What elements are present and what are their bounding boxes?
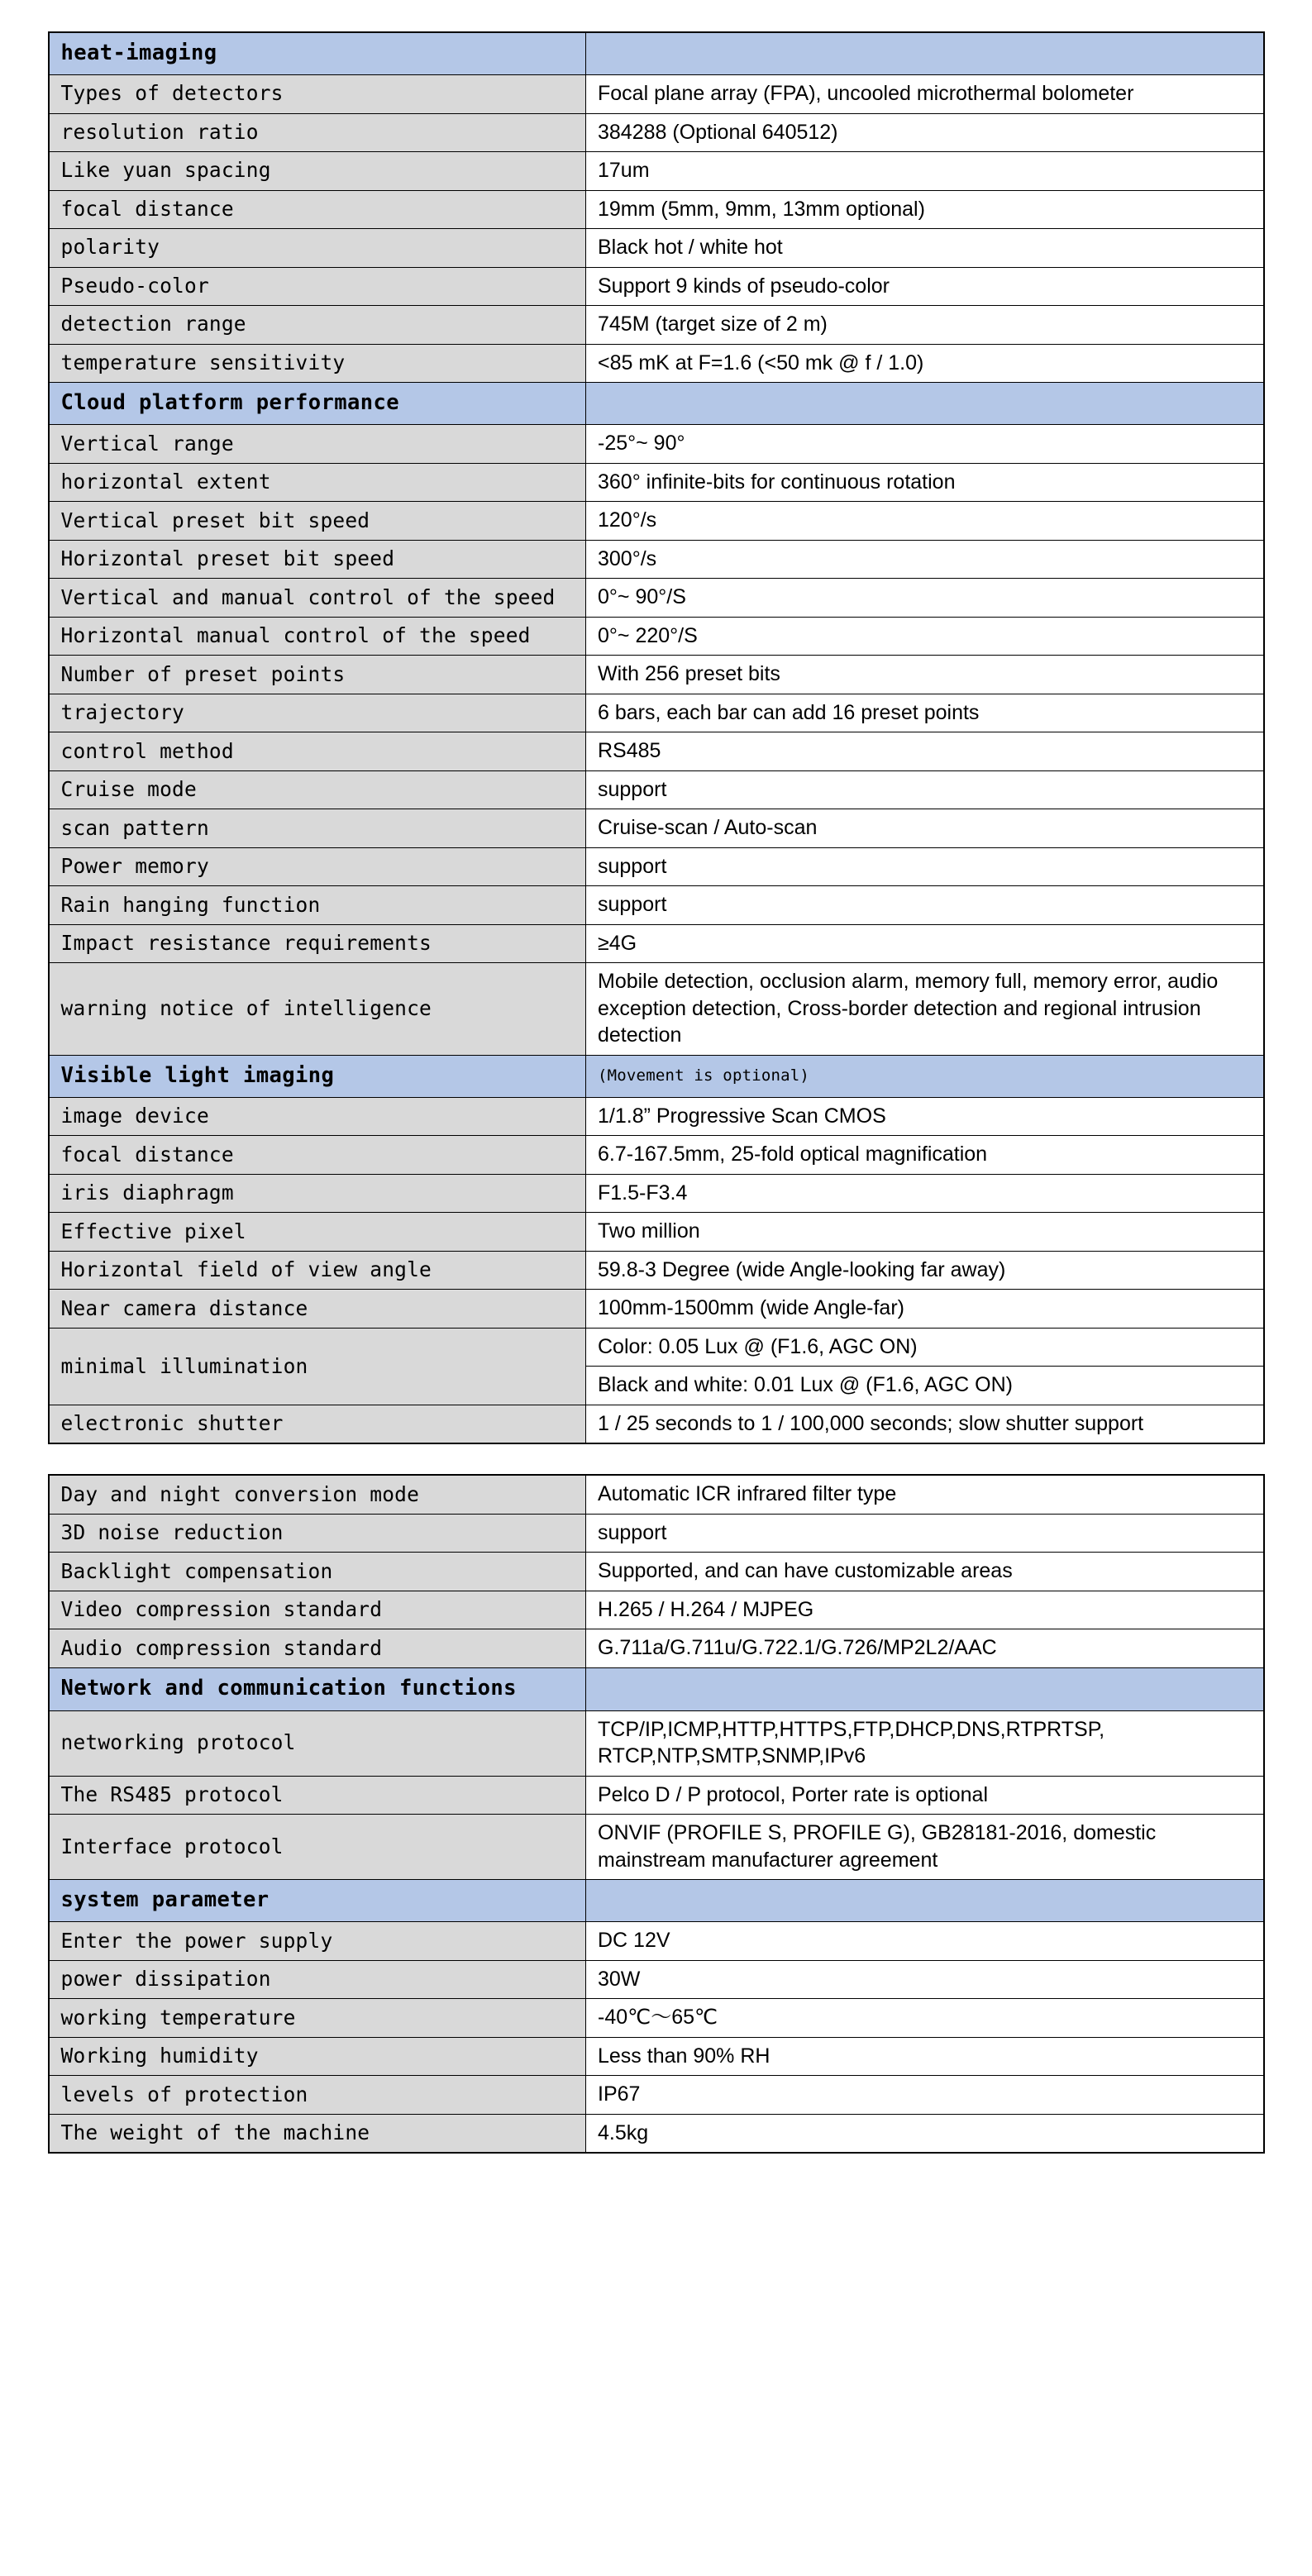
- spec-label: Number of preset points: [49, 656, 586, 694]
- spec-value: F1.5-F3.4: [586, 1174, 1264, 1213]
- table-row: [49, 924, 1264, 963]
- table-row: [49, 847, 1264, 886]
- spec-value: 1/1.8” Progressive Scan CMOS: [586, 1097, 1264, 1136]
- spec-value: <85 mK at F=1.6 (<50 mk @ f / 1.0): [586, 344, 1264, 383]
- section-note: [586, 32, 1264, 75]
- spec-value: support: [586, 770, 1264, 809]
- spec-value: Focal plane array (FPA), uncooled microthermal bolometer: [586, 75, 1264, 114]
- spec-value: 360° infinite-bits for continuous rotation: [586, 463, 1264, 502]
- spec-label: Interface protocol: [49, 1815, 586, 1880]
- spec-value: H.265 / H.264 / MJPEG: [586, 1591, 1264, 1629]
- table-row: [49, 1710, 1264, 1776]
- spec-value: 6.7-167.5mm, 25-fold optical magnification: [586, 1136, 1264, 1175]
- table-row: [49, 229, 1264, 268]
- table-row: [49, 1553, 1264, 1591]
- spec-label: focal distance: [49, 190, 586, 229]
- table-row: [49, 1514, 1264, 1553]
- spec-label: polarity: [49, 229, 586, 268]
- spec-label: electronic shutter: [49, 1405, 586, 1443]
- spec-value: Two million: [586, 1213, 1264, 1252]
- table-row: [49, 963, 1264, 1056]
- section-note: [586, 383, 1264, 425]
- spec-label: Rain hanging function: [49, 886, 586, 925]
- spec-value: 0°~ 220°/S: [586, 617, 1264, 656]
- spec-value: 120°/s: [586, 502, 1264, 541]
- spec-value: Automatic ICR infrared filter type: [586, 1475, 1264, 1514]
- spec-label: Pseudo-color: [49, 267, 586, 306]
- spec-label: Horizontal manual control of the speed: [49, 617, 586, 656]
- spec-label: focal distance: [49, 1136, 586, 1175]
- table-row: [49, 2114, 1264, 2153]
- section-title: Cloud platform performance: [49, 383, 586, 425]
- table-row: [49, 1815, 1264, 1880]
- spec-value: IP67: [586, 2076, 1264, 2115]
- section-header-row: [49, 1667, 1264, 1710]
- table-body-upper: [49, 32, 1264, 1443]
- spec-label: Day and night conversion mode: [49, 1475, 586, 1514]
- spec-value: 19mm (5mm, 9mm, 13mm optional): [586, 190, 1264, 229]
- table-row: [49, 1475, 1264, 1514]
- table-row: [49, 809, 1264, 848]
- table-row: [49, 344, 1264, 383]
- spec-label: The RS485 protocol: [49, 1776, 586, 1815]
- table-row: [49, 2076, 1264, 2115]
- table-row: [49, 1136, 1264, 1175]
- section-note: [586, 1667, 1264, 1710]
- spec-label: Cruise mode: [49, 770, 586, 809]
- spec-label: resolution ratio: [49, 113, 586, 152]
- table-row: [49, 540, 1264, 579]
- spec-value: -25°~ 90°: [586, 425, 1264, 464]
- spec-label: power dissipation: [49, 1960, 586, 1999]
- spec-label: Vertical preset bit speed: [49, 502, 586, 541]
- spec-value: With 256 preset bits: [586, 656, 1264, 694]
- spec-value: Black and white: 0.01 Lux @ (F1.6, AGC ON): [586, 1367, 1264, 1405]
- spec-label: Backlight compensation: [49, 1553, 586, 1591]
- spec-value: TCP/IP,ICMP,HTTP,HTTPS,FTP,DHCP,DNS,RTPRTSP, RTCP,NTP,SMTP,SNMP,IPv6: [586, 1710, 1264, 1776]
- table-row: [49, 1097, 1264, 1136]
- spec-value: DC 12V: [586, 1922, 1264, 1961]
- spec-value: Supported, and can have customizable areas: [586, 1553, 1264, 1591]
- table-row: [49, 579, 1264, 618]
- spec-label: Video compression standard: [49, 1591, 586, 1629]
- spec-label: The weight of the machine: [49, 2114, 586, 2153]
- spec-label: Horizontal preset bit speed: [49, 540, 586, 579]
- spec-label: scan pattern: [49, 809, 586, 848]
- spec-label: 3D noise reduction: [49, 1514, 586, 1553]
- spec-value: 59.8-3 Degree (wide Angle-looking far away): [586, 1251, 1264, 1290]
- spec-value: RS485: [586, 732, 1264, 771]
- section-header-row: [49, 383, 1264, 425]
- table-row: [49, 1629, 1264, 1668]
- table-row: [49, 1290, 1264, 1329]
- section-header-row: [49, 1880, 1264, 1922]
- spec-label: Impact resistance requirements: [49, 924, 586, 963]
- table-row: [49, 502, 1264, 541]
- table-row: [49, 1251, 1264, 1290]
- table-row: [49, 1405, 1264, 1443]
- spec-label: Effective pixel: [49, 1213, 586, 1252]
- spec-label: iris diaphragm: [49, 1174, 586, 1213]
- spec-label: temperature sensitivity: [49, 344, 586, 383]
- spec-value: ONVIF (PROFILE S, PROFILE G), GB28181-2016, domestic mainstream manufacturer agreement: [586, 1815, 1264, 1880]
- page-break-gap: [0, 1444, 1312, 1474]
- spec-label: Audio compression standard: [49, 1629, 586, 1668]
- table-row: [49, 75, 1264, 114]
- table-row: [49, 190, 1264, 229]
- table-row: [49, 656, 1264, 694]
- spec-label: Horizontal field of view angle: [49, 1251, 586, 1290]
- specification-table-upper: [48, 31, 1265, 1444]
- section-header-row: [49, 32, 1264, 75]
- spec-value: 4.5kg: [586, 2114, 1264, 2153]
- spec-label: minimal illumination: [49, 1328, 586, 1405]
- spec-value: 6 bars, each bar can add 16 preset points: [586, 694, 1264, 732]
- table-row: [49, 2037, 1264, 2076]
- table-row: [49, 1922, 1264, 1961]
- spec-label: warning notice of intelligence: [49, 963, 586, 1056]
- section-title: Visible light imaging: [49, 1055, 586, 1097]
- spec-value: 745M (target size of 2 m): [586, 306, 1264, 345]
- spec-value: 0°~ 90°/S: [586, 579, 1264, 618]
- section-header-row: [49, 1055, 1264, 1097]
- table-row: [49, 886, 1264, 925]
- section-note: [586, 1880, 1264, 1922]
- spec-value: G.711a/G.711u/G.722.1/G.726/MP2L2/AAC: [586, 1629, 1264, 1668]
- spec-value: Support 9 kinds of pseudo-color: [586, 267, 1264, 306]
- spec-label: Types of detectors: [49, 75, 586, 114]
- spec-value: Pelco D / P protocol, Porter rate is optional: [586, 1776, 1264, 1815]
- spec-value: Less than 90% RH: [586, 2037, 1264, 2076]
- table-row: [49, 617, 1264, 656]
- spec-value: 384288 (Optional 640512): [586, 113, 1264, 152]
- table-row: [49, 770, 1264, 809]
- spec-label: Vertical and manual control of the speed: [49, 579, 586, 618]
- table-body-lower: [49, 1475, 1264, 2153]
- table-row: [49, 267, 1264, 306]
- table-row: [49, 152, 1264, 191]
- table-row: [49, 1999, 1264, 2038]
- spec-value: 1 / 25 seconds to 1 / 100,000 seconds; slow shutter support: [586, 1405, 1264, 1443]
- spec-value: 17um: [586, 152, 1264, 191]
- spec-value: 300°/s: [586, 540, 1264, 579]
- spec-value: Color: 0.05 Lux @ (F1.6, AGC ON): [586, 1328, 1264, 1367]
- spec-label: working temperature: [49, 1999, 586, 2038]
- spec-value: -40℃～65℃: [586, 1999, 1264, 2038]
- specification-table-lower: [48, 1474, 1265, 2154]
- spec-label: trajectory: [49, 694, 586, 732]
- spec-value: support: [586, 847, 1264, 886]
- table-row: [49, 463, 1264, 502]
- spec-label: Enter the power supply: [49, 1922, 586, 1961]
- table-row: [49, 1328, 1264, 1367]
- table-row: [49, 425, 1264, 464]
- table-row: [49, 1960, 1264, 1999]
- section-title: Network and communication functions: [49, 1667, 586, 1710]
- spec-value: 30W: [586, 1960, 1264, 1999]
- spec-value: Cruise-scan / Auto-scan: [586, 809, 1264, 848]
- spec-label: networking protocol: [49, 1710, 586, 1776]
- section-title: system parameter: [49, 1880, 586, 1922]
- spec-label: Like yuan spacing: [49, 152, 586, 191]
- spec-label: Vertical range: [49, 425, 586, 464]
- spec-value: Black hot / white hot: [586, 229, 1264, 268]
- table-row: [49, 732, 1264, 771]
- spec-label: horizontal extent: [49, 463, 586, 502]
- table-row: [49, 694, 1264, 732]
- spec-value: 100mm-1500mm (wide Angle-far): [586, 1290, 1264, 1329]
- spec-value: support: [586, 886, 1264, 925]
- spec-label: image device: [49, 1097, 586, 1136]
- spec-label: detection range: [49, 306, 586, 345]
- table-row: [49, 1591, 1264, 1629]
- table-row: [49, 1174, 1264, 1213]
- spec-value: ≥4G: [586, 924, 1264, 963]
- section-title: heat-imaging: [49, 32, 586, 75]
- spec-value: support: [586, 1514, 1264, 1553]
- spec-label: Working humidity: [49, 2037, 586, 2076]
- table-row: [49, 1776, 1264, 1815]
- table-row: [49, 113, 1264, 152]
- table-row: [49, 306, 1264, 345]
- spec-label: levels of protection: [49, 2076, 586, 2115]
- section-note: (Movement is optional): [586, 1055, 1264, 1097]
- spec-label: Power memory: [49, 847, 586, 886]
- spec-label: control method: [49, 732, 586, 771]
- spec-label: Near camera distance: [49, 1290, 586, 1329]
- table-row: [49, 1213, 1264, 1252]
- spec-value: Mobile detection, occlusion alarm, memory full, memory error, audio exception detection, Cross-border detection and regional intrusion detection: [586, 963, 1264, 1056]
